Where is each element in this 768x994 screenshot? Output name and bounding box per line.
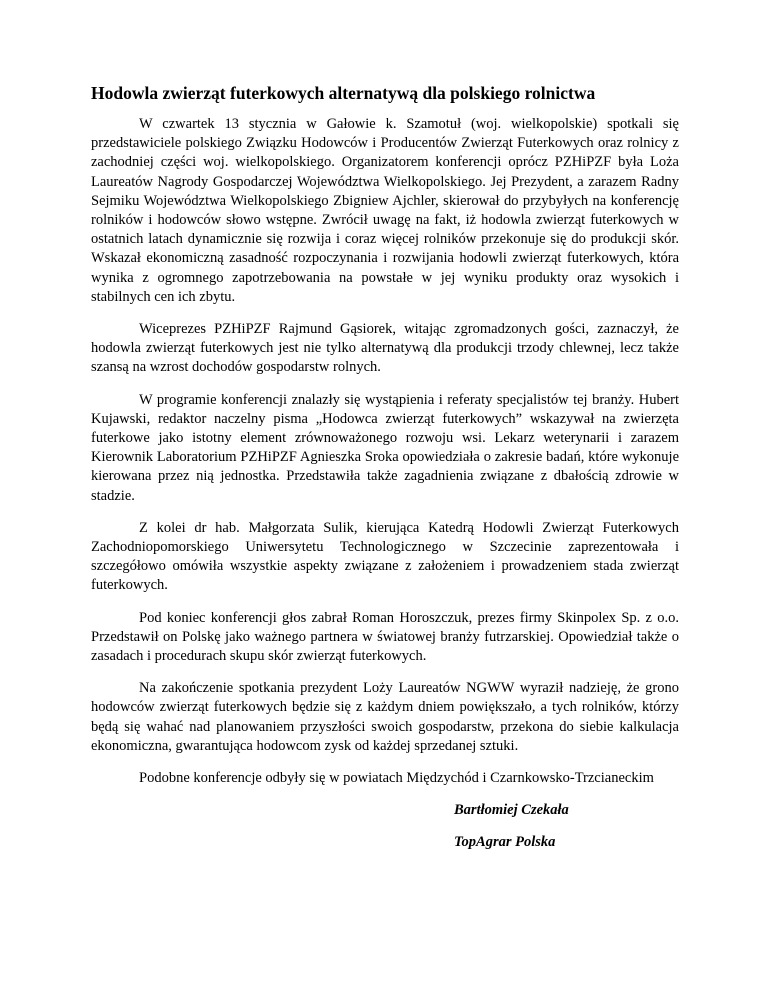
document-page [91, 82, 679, 852]
paragraph-7: Podobne konferencje odbyły się w powiatach Międzychód i Czarnkowsko-Trzcianeckim [139, 770, 654, 787]
paragraph-1: W czwartek 13 stycznia w Gałowie k. Szamotuł (woj. wielkopolskie) spotkali się przedstawiciele polskiego Związku Hodowców i Producentów Zwierząt Futerkowych oraz rolnicy z zachodniej części woj. wielkopolskiego. Organizatorem konferencji oprócz PZHiPZF była Loża Laureatów Nagrody Gospodarczej Województwa Wielkopolskiego. Jej Prezydent, a zarazem Radny Sejmiku Województwa Wielkopolskiego Zbigniew Ajchler, skierował do przybyłych na konferencję rolników i hodowców słowo wstępne. Zwrócił uwagę na fakt, iż hodowla zwierząt futerkowych w ostatnich latach dynamicznie się rozwija i coraz więcej rolników przekonuje się do produkcji skór. Wskazał ekonomiczną zasadność rozpoczynania i rozwijania hodowli zwierząt futerkowych, która wynika z ogromnego zapotrzebowania na powstałe w jej wyniku produkty oraz wysokich i stabilnych cen ich zbytu. [91, 116, 679, 305]
article-title: Hodowla zwierząt futerkowych alternatywą dla polskiego rolnictwa [91, 83, 596, 103]
paragraph-3: W programie konferencji znalazły się wystąpienia i referaty specjalistów tej branży. Hubert Kujawski, redaktor naczelny pisma „Hodowca zwierząt futerkowych” wskazywał na zwierzęta futerkowe jako istotny element zrównoważonego rozwoju wsi. Lekarz weterynarii i zarazem Kierownik Laboratorium PZHiPZF Agnieszka Sroka opowiedziała o zakresie badań, które wykonuje kierowana przez nią jednostka. Przedstawiła także zagadnienia związane z dbałością zdrowie w stadzie. [91, 391, 679, 504]
paragraph-5: Pod koniec konferencji głos zabrał Roman Horoszczuk, prezes firmy Skinpolex Sp. z o.o. Przedstawił on Polskę jako ważnego partnera w światowej branży futrzarskiej. Opowiedział także o zasadach i procedurach skupu skór zwierząt futerkowych. [91, 609, 679, 665]
paragraph-2: Wiceprezes PZHiPZF Rajmund Gąsiorek, witając zgromadzonych gości, zaznaczył, że hodowla zwierząt futerkowych jest nie tylko alternatywą dla produkcji trzody chlewnej, lecz także szansą na wzrost dochodów gospodarstw rolnych. [91, 321, 679, 376]
author-name: Bartłomiej Czekała [454, 802, 569, 819]
paragraph-4: Z kolei dr hab. Małgorzata Sulik, kierująca Katedrą Hodowli Zwierząt Futerkowych Zachodniopomorskiego Uniwersytetu Technologicznego w Szczecinie zaprezentowała i szczegółowo omówiła wszystkie aspekty związane z założeniem i prowadzeniem stada zwierząt futerkowych. [91, 519, 679, 594]
paragraph-6: Na zakończenie spotkania prezydent Loży Laureatów NGWW wyraził nadzieję, że grono hodowców zwierząt futerkowych będzie się z każdym dniem powiększało, a tych rolników, którzy będą się wahać nad planowaniem przyszłości swoich gospodarstw, przekona do siebie kalkulacja ekonomiczna, gwarantująca hodowcom zysk od każdej sprzedanej sztuki. [91, 680, 679, 754]
signature-block [454, 801, 679, 852]
publication-name: TopAgrar Polska [454, 834, 556, 851]
